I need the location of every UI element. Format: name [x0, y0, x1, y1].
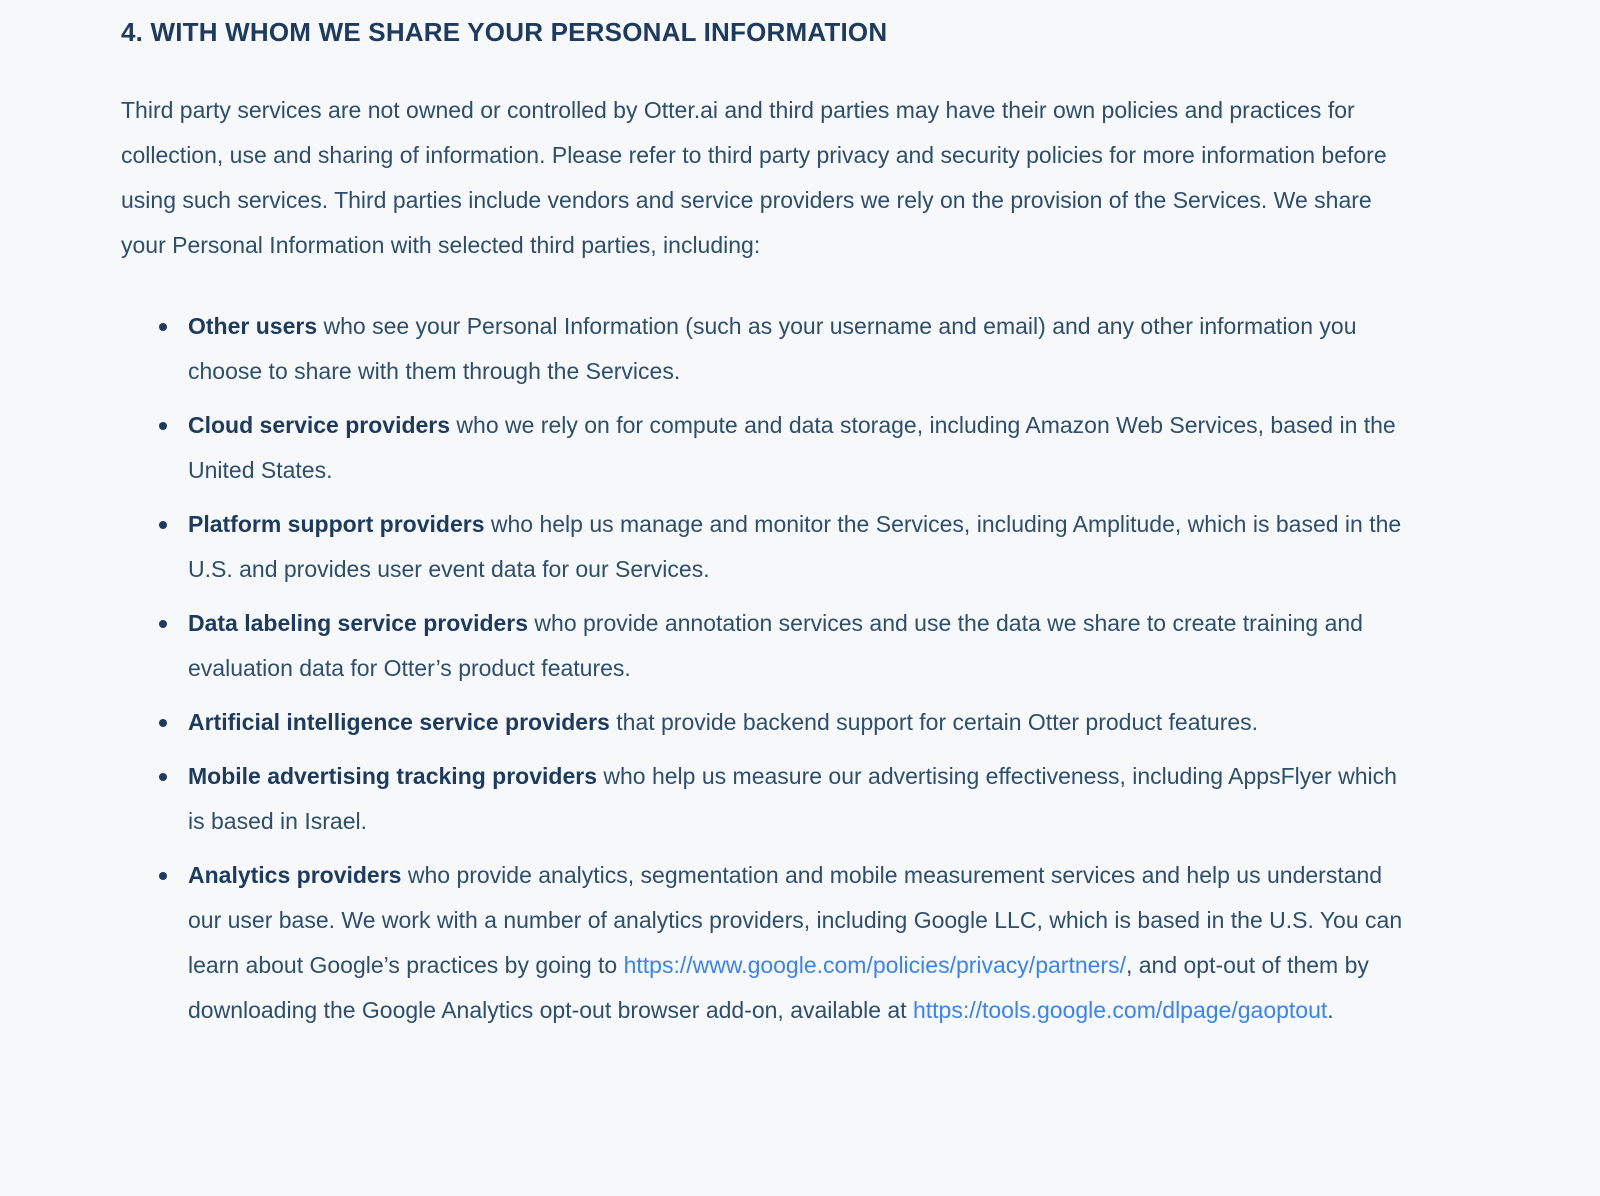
bullet-text: who help us measure our advertising effectiveness, including AppsFlyer which is based in Israel. — [188, 763, 1397, 834]
bullet-icon — [159, 422, 167, 430]
intro-paragraph: Third party services are not owned or controlled by Otter.ai and third parties may have their own policies and practices for collection, use and sharing of information. Please refer to third party privacy and security policies for more information before using such services. Third parties include vendors and service providers we rely on the provision of the Services. We share your Personal Information with selected third parties, including: — [121, 97, 1387, 258]
bullet-lead: Mobile advertising tracking providers — [188, 763, 597, 789]
google-analytics-optout-link[interactable]: https://tools.google.com/dlpage/gaoptout — [912, 997, 1328, 1023]
bullet-lead: Platform support providers — [188, 511, 485, 537]
bullet-lead: Other users — [188, 313, 318, 339]
bullet-lead: Artificial intelligence service providers — [188, 709, 610, 735]
bullet-icon — [159, 620, 167, 628]
bullet-text: . — [1327, 997, 1334, 1023]
bullet-text: who provide annotation services and use the data we share to create training and evaluation data for Otter’s product features. — [188, 610, 1363, 681]
list-item-mobile-ad-tracking-providers — [121, 754, 1413, 844]
bullet-lead: Cloud service providers — [188, 412, 451, 438]
list-item-data-labeling-providers — [121, 601, 1413, 691]
privacy-policy-section — [121, 0, 1413, 1033]
bullet-icon — [159, 323, 167, 331]
bullet-text: who provide analytics, segmentation and mobile measurement services and help us understand our user base. We work with a number of analytics providers, including Google LLC, which is based in the U.S. You can learn about Google’s practices by going to — [188, 862, 1403, 978]
bullet-icon — [159, 521, 167, 529]
list-item-other-users — [121, 304, 1413, 394]
section-heading: 4. WITH WHOM WE SHARE YOUR PERSONAL INFORMATION — [121, 17, 888, 47]
third-parties-list — [121, 304, 1413, 1033]
list-item-platform-support-providers — [121, 502, 1413, 592]
bullet-text: who see your Personal Information (such as your username and email) and any other information you choose to share with them through the Services. — [188, 313, 1357, 384]
bullet-text: who help us manage and monitor the Services, including Amplitude, which is based in the U.S. and provides user event data for our Services. — [188, 511, 1402, 582]
bullet-icon — [159, 719, 167, 727]
google-privacy-partners-link[interactable]: https://www.google.com/policies/privacy/partners/ — [623, 952, 1126, 978]
bullet-text: who we rely on for compute and data storage, including Amazon Web Services, based in the United States. — [188, 412, 1396, 483]
list-item-analytics-providers — [121, 853, 1413, 1033]
bullet-text: that provide backend support for certain Otter product features. — [609, 709, 1259, 735]
list-item-ai-service-providers — [121, 700, 1413, 745]
bullet-text: , and opt-out of them by downloading the Google Analytics opt-out browser add-on, available at — [188, 952, 1369, 1023]
bullet-icon — [159, 872, 167, 880]
list-item-cloud-service-providers — [121, 403, 1413, 493]
bullet-icon — [159, 773, 167, 781]
bullet-lead: Analytics providers — [188, 862, 402, 888]
bullet-lead: Data labeling service providers — [188, 610, 529, 636]
